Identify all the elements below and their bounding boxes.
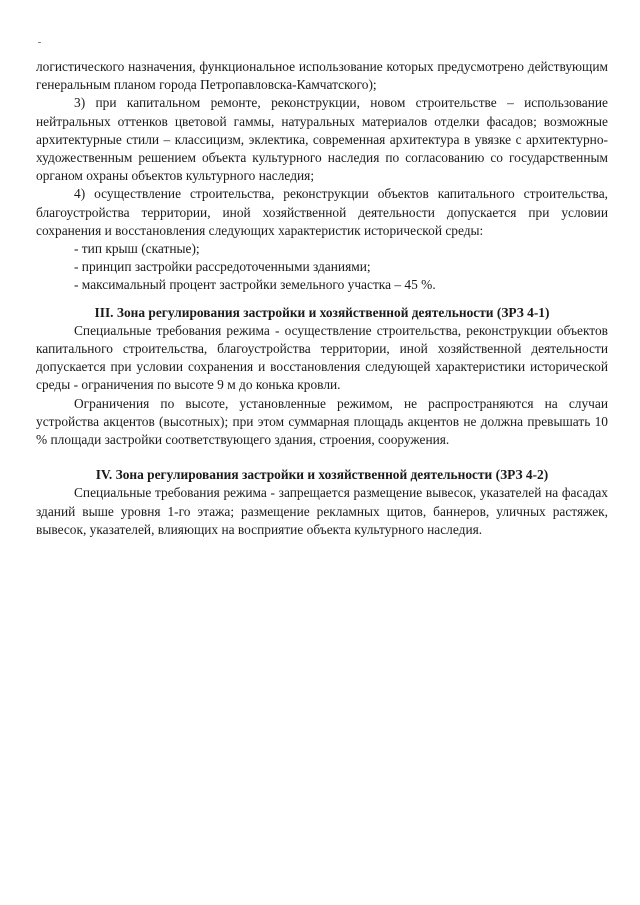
section-3-paragraph-2: Ограничения по высоте, установленные режимом, не распространяются на случаи устройства акцентов (высотных); при этом суммарная площадь акцентов не должна превышать 10 % площади застройки соответствующего здания, строения, сооружения. <box>36 395 608 448</box>
section-3-heading: III. Зона регулирования застройки и хозяйственной деятельности (ЗРЗ 4-1) <box>94 304 550 320</box>
list-item-3: 3) при капитальном ремонте, реконструкции, новом строительстве – использование нейтральных оттенков цветовой гаммы, натуральных материалов отделки фасадов; возможные архитектурные стили – классицизм, эклектика, современная архитектура в увязке с архитектурно-художественным решением объекта культурного наследия по согласованию со государственным органом охраны объектов культурного наследия; <box>36 95 608 184</box>
scan-speck <box>38 42 41 43</box>
bullet-max-coverage: - максимальный процент застройки земельного участка – 45 %. <box>74 277 436 293</box>
list-item-4: 4) осуществление строительства, реконструкции объектов капитального строительства, благоустройства территории, иной хозяйственной деятельности допускается при условии сохранения и восстановления следующих характеристик исторической среды: <box>36 186 608 238</box>
bullet-roof-type: - тип крыш (скатные); <box>74 241 200 257</box>
section-3-paragraph-1: Специальные требования режима - осуществление строительства, реконструкции объектов капитального строительства, благоустройства территории, иной хозяйственной деятельности допускается при условии сохранения и восстановления следующей характеристики исторической среды - ограничения по высоте 9 м до конька кровли. <box>36 322 608 393</box>
section-4-heading: IV. Зона регулирования застройки и хозяйственной деятельности (ЗРЗ 4-2) <box>95 467 549 483</box>
intro-paragraph: логистического назначения, функциональное использование которых предусмотрено действующим генеральным планом города Петропавловска-Камчатского); <box>36 59 608 93</box>
document-page <box>36 58 608 539</box>
bullet-building-principle: - принцип застройки рассредоточенными зданиями; <box>74 259 371 275</box>
section-4-paragraph-1: Специальные требования режима - запрещается размещение вывесок, указателей на фасадах зданий выше уровня 1-го этажа; размещение рекламных щитов, баннеров, уличных растяжек, вывесок, указателей, влияющих на восприятие объекта культурного наследия. <box>36 485 608 537</box>
